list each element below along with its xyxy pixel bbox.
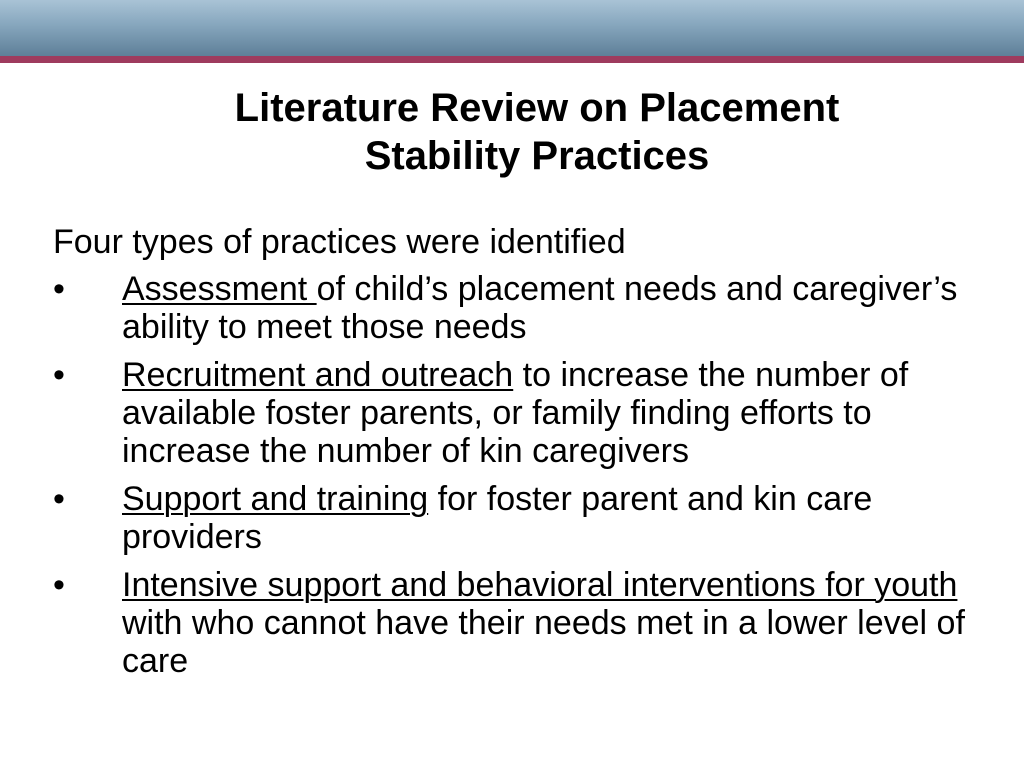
- slide-title-line-1: Literature Review on Placement: [234, 86, 840, 130]
- bullet-underlined-text: Intensive support and behavioral interventions for youth: [122, 566, 958, 604]
- bullet-item-recruitment: [53, 356, 1003, 470]
- accent-line: [0, 56, 1024, 63]
- bullet-icon: •: [53, 480, 65, 518]
- intro-text: Four types of practices were identified: [53, 223, 626, 261]
- slide-title-line-2: Stability Practices: [364, 134, 710, 178]
- bullet-underlined-text: Assessment: [122, 270, 317, 308]
- bullet-item-support: [53, 480, 1003, 556]
- bullet-underlined-text: Recruitment and outreach: [122, 356, 514, 394]
- bullet-item-intensive-support: [53, 566, 1003, 680]
- slide-title: [112, 84, 962, 180]
- bullet-list: [53, 270, 1003, 690]
- bullet-icon: •: [53, 356, 65, 394]
- bullet-icon: •: [53, 270, 65, 308]
- bullet-text: of child’s placement needs and caregiver’s ability to meet those needs: [122, 270, 958, 346]
- bullet-text: to increase the number of available foster parents, or family finding efforts to increase the number of kin caregivers: [122, 356, 909, 470]
- header-bar: [0, 0, 1024, 56]
- bullet-underlined-text: Support and training: [122, 480, 429, 518]
- bullet-item-assessment: [53, 270, 1003, 346]
- bullet-text: with who cannot have their needs met in a lower level of care: [122, 604, 965, 680]
- bullet-text: for foster parent and kin care providers: [122, 480, 873, 556]
- bullet-icon: •: [53, 566, 65, 604]
